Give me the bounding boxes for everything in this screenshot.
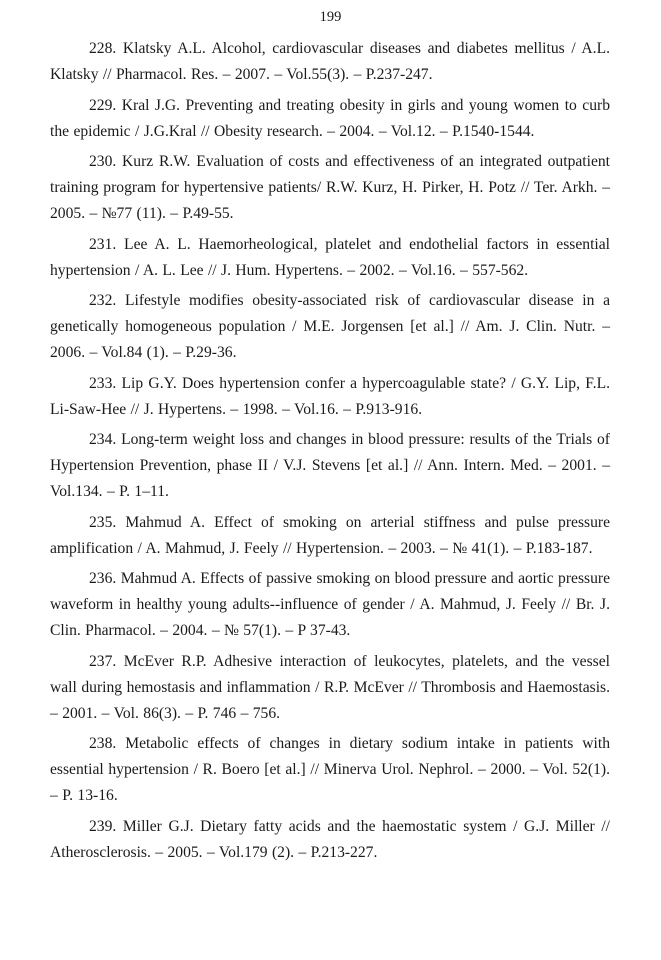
reference-item-236: 236. Mahmud A. Effects of passive smoking on blood pressure and aortic pressure waveform in healthy young adults--influence of gender / A. Mahmud, J. Feely // Br. J. Clin. Pharmacol. – 2004. – № 57(1). – P 37-43.	[50, 570, 610, 639]
reference-item-232: 232. Lifestyle modifies obesity-associated risk of cardiovascular disease in a genetically homogeneous population / M.E. Jorgensen [et al.] // Am. J. Clin. Nutr. – 2006. – Vol.84 (1). – P.29-36.	[50, 292, 610, 361]
reference-list	[50, 36, 610, 870]
reference-item-230: 230. Kurz R.W. Evaluation of costs and effectiveness of an integrated outpatient training program for hypertensive patients/ R.W. Kurz, H. Pirker, H. Potz // Ter. Arkh. – 2005. – №77 (11). – P.49-55.	[50, 153, 610, 222]
reference-item-237: 237. McEver R.P. Adhesive interaction of leukocytes, platelets, and the vessel wall during hemostasis and inflammation / R.P. McEver // Thrombosis and Haemostasis. – 2001. – Vol. 86(3). – P. 746 – 756.	[50, 652, 610, 722]
reference-item-233: 233. Lip G.Y. Does hypertension confer a hypercoagulable state? / G.Y. Lip, F.L. Li-Saw-Hee // J. Hypertens. – 1998. – Vol.16. – P.913-916.	[50, 374, 610, 418]
reference-item-228: 228. Klatsky A.L. Alcohol, cardiovascular diseases and diabetes mellitus / A.L. Klatsky // Pharmacol. Res. – 2007. – Vol.55(3). – P.237-247.	[50, 40, 610, 83]
reference-item-238: 238. Metabolic effects of changes in dietary sodium intake in patients with essential hypertension / R. Boero [et al.] // Minerva Urol. Nephrol. – 2000. – Vol. 52(1). – P. 13-16.	[50, 735, 610, 804]
reference-item-231: 231. Lee A. L. Haemorheological, platelet and endothelial factors in essential hypertension / A. L. Lee // J. Hum. Hypertens. – 2002. – Vol.16. – 557-562.	[50, 235, 610, 279]
page-number: 199	[319, 9, 342, 25]
reference-item-239: 239. Miller G.J. Dietary fatty acids and the haemostatic system / G.J. Miller // Atherosclerosis. – 2005. – Vol.179 (2). – P.213-227.	[50, 817, 610, 861]
reference-item-234: 234. Long-term weight loss and changes in blood pressure: results of the Trials of Hypertension Prevention, phase II / V.J. Stevens [et al.] // Ann. Intern. Med. – 2001. – Vol.134. – P. 1–11.	[50, 431, 610, 500]
reference-item-229: 229. Kral J.G. Preventing and treating obesity in girls and young women to curb the epidemic / J.G.Kral // Obesity research. – 2004. – Vol.12. – P.1540-1544.	[50, 96, 610, 140]
reference-item-235: 235. Mahmud A. Effect of smoking on arterial stiffness and pulse pressure amplification / A. Mahmud, J. Feely // Hypertension. – 2003. – № 41(1). – P.183-187.	[50, 513, 610, 557]
